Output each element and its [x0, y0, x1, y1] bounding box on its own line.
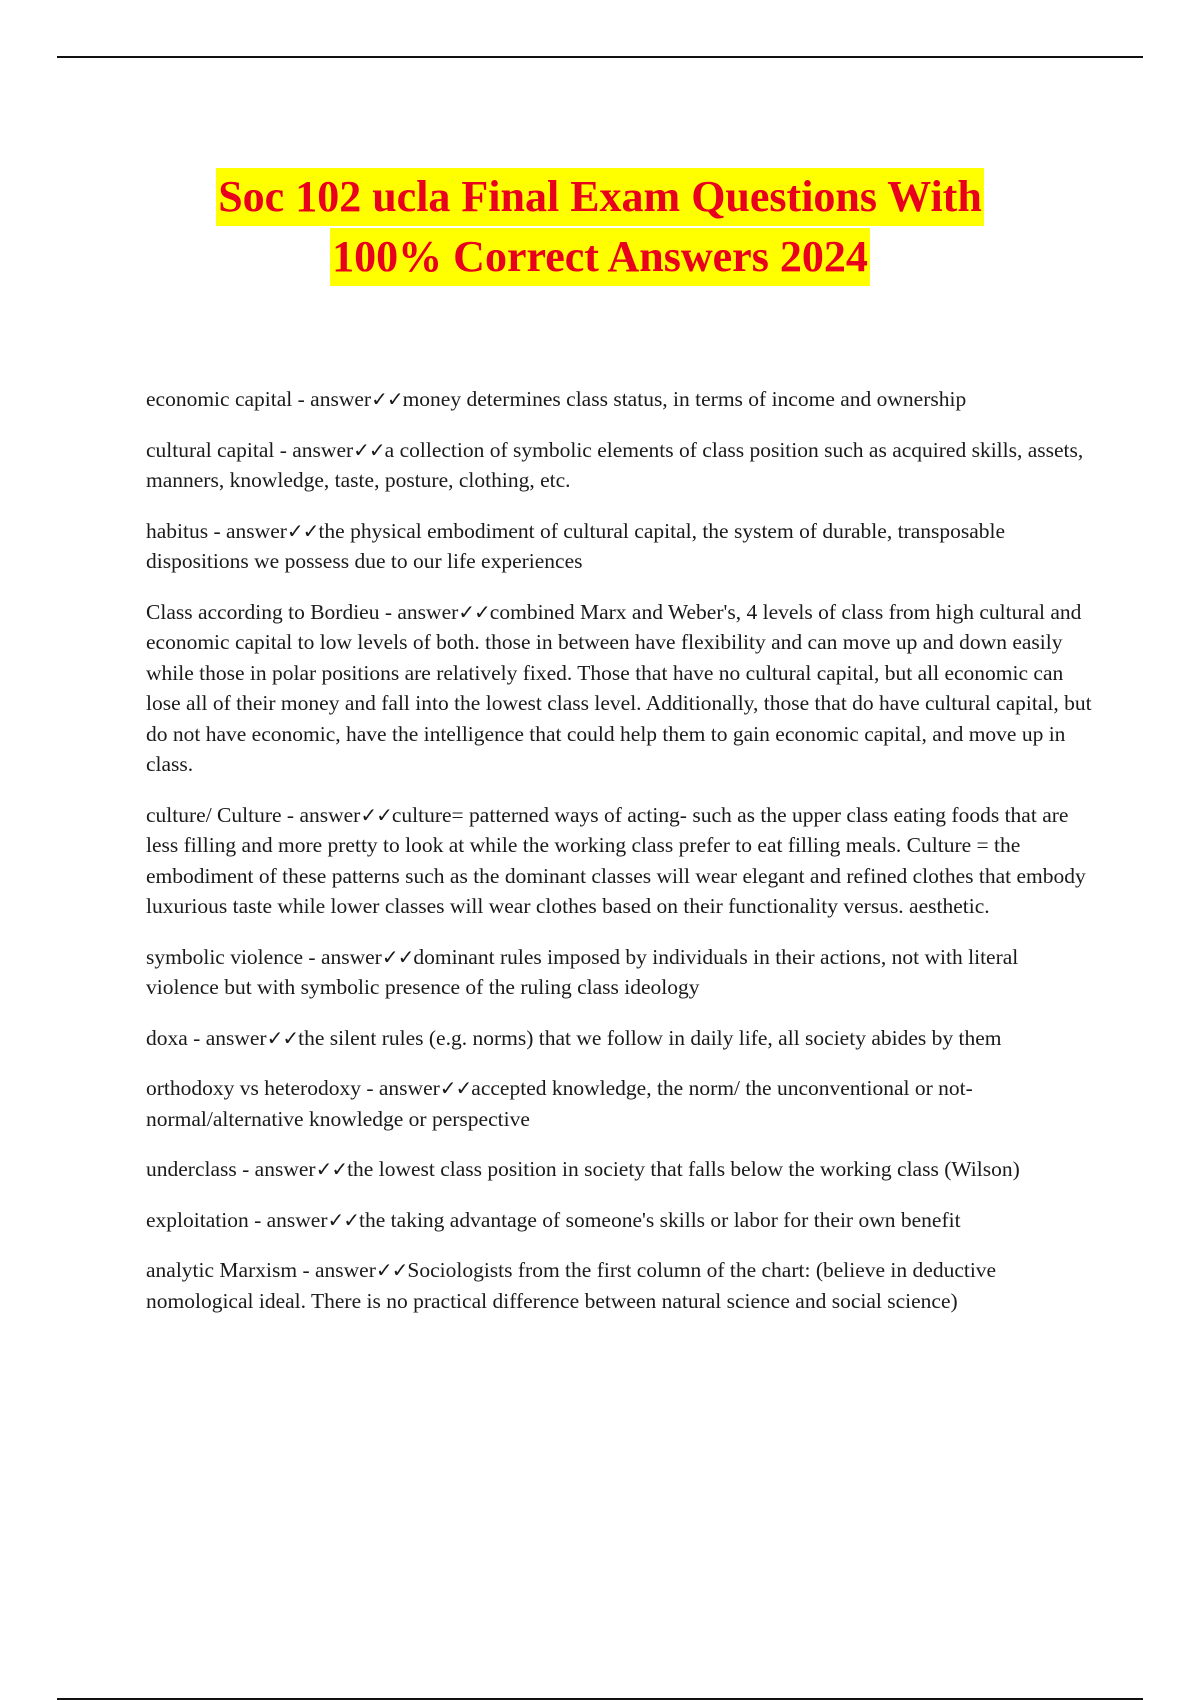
qa-entry — [146, 1205, 1096, 1236]
title-line-1: Soc 102 ucla Final Exam Questions With — [216, 168, 984, 226]
entry-term: culture/ Culture — [146, 802, 282, 827]
qa-entry — [146, 1255, 1096, 1316]
entry-definition: money determines class status, in terms of income and ownership — [402, 387, 967, 411]
check-icon: ✓✓ — [266, 1025, 299, 1050]
entry-term: doxa — [146, 1025, 188, 1050]
qa-entry — [146, 942, 1096, 1003]
answer-separator: - answer — [360, 1076, 440, 1100]
entry-term: analytic Marxism — [146, 1258, 298, 1282]
top-rule — [57, 56, 1143, 58]
qa-entry — [146, 800, 1096, 922]
entry-term: Class according to Bordieu — [146, 599, 380, 624]
entry-definition: culture= patterned ways of acting- such as the upper class eating foods that are less filling and more pretty to look at while the working class prefer to eat filling meals. Culture = the embodiment of these patterns such as the dominant classes will wear elegant and refined clothes that embody luxurious taste while lower classes will wear clothes based on their functionality versus. aesthetic. — [146, 802, 1086, 918]
entry-term: orthodoxy vs heterodoxy — [146, 1076, 361, 1100]
check-icon: ✓✓ — [458, 599, 490, 624]
qa-entry — [146, 384, 1096, 415]
title-line-2: 100% Correct Answers 2024 — [330, 228, 870, 286]
check-icon: ✓✓ — [360, 802, 392, 827]
document-title — [60, 168, 1140, 288]
check-icon: ✓✓ — [327, 1207, 360, 1232]
qa-entry — [146, 1023, 1096, 1054]
check-icon: ✓✓ — [353, 437, 385, 462]
check-icon: ✓✓ — [375, 1258, 408, 1282]
qa-entry — [146, 435, 1096, 496]
entry-term: symbolic violence — [146, 944, 304, 969]
qa-entry — [146, 597, 1096, 780]
answer-separator: - answer — [292, 387, 372, 411]
entry-term: economic capital — [146, 387, 293, 411]
qa-list — [146, 384, 1096, 1336]
entry-definition: combined Marx and Weber's, 4 levels of class from high cultural and economic capital to low levels of both. those in between have flexibility and can move up and down easily while those in polar positions are relatively fixed. Those that have no cultural capital, but all economic can lose all of their money and fall into the lowest class level. Additionally, those that do have cultural capital, but do not have economic, have the intelligence that could help them to gain economic capital, and move up in class. — [146, 599, 1092, 776]
check-icon: ✓✓ — [439, 1076, 472, 1100]
entry-definition: the physical embodiment of cultural capital, the system of durable, transposable dispositions we possess due to our life experiences — [146, 518, 1006, 573]
entry-definition: a collection of symbolic elements of class position such as acquired skills, assets, manners, knowledge, taste, posture, clothing, etc. — [146, 437, 1084, 492]
entry-definition: the silent rules (e.g. norms) that we follow in daily life, all society abides by them — [298, 1025, 1002, 1050]
entry-definition: the lowest class position in society that falls below the working class (Wilson) — [347, 1157, 1020, 1181]
answer-separator: - answer — [236, 1157, 316, 1181]
check-icon: ✓✓ — [371, 387, 403, 411]
entry-term: cultural capital — [146, 437, 275, 462]
check-icon: ✓✓ — [381, 944, 414, 969]
entry-term: exploitation — [146, 1207, 249, 1232]
answer-separator: - answer — [274, 437, 354, 462]
answer-separator: - answer — [248, 1207, 328, 1232]
answer-separator: - answer — [303, 944, 382, 969]
entry-definition: accepted knowledge, the norm/ the unconventional or not-normal/alternative knowledge or perspective — [146, 1076, 973, 1131]
qa-entry — [146, 1154, 1096, 1185]
check-icon: ✓✓ — [286, 518, 319, 543]
qa-entry — [146, 1073, 1096, 1134]
qa-entry — [146, 516, 1096, 577]
entry-definition: Sociologists from the first column of the chart: (believe in deductive nomological ideal. There is no practical difference between natural science and social science) — [146, 1258, 997, 1313]
answer-separator: - answer — [208, 518, 287, 543]
entry-term: habitus — [146, 518, 209, 543]
check-icon: ✓✓ — [315, 1157, 348, 1181]
entry-term: underclass — [146, 1157, 237, 1181]
answer-separator: - answer — [379, 599, 459, 624]
answer-separator: - answer — [187, 1025, 267, 1050]
entry-definition: the taking advantage of someone's skills or labor for their own benefit — [359, 1207, 961, 1232]
answer-separator: - answer — [297, 1258, 376, 1282]
entry-definition: dominant rules imposed by individuals in their actions, not with literal violence but with symbolic presence of the ruling class ideology — [146, 944, 1019, 999]
answer-separator: - answer — [281, 802, 361, 827]
